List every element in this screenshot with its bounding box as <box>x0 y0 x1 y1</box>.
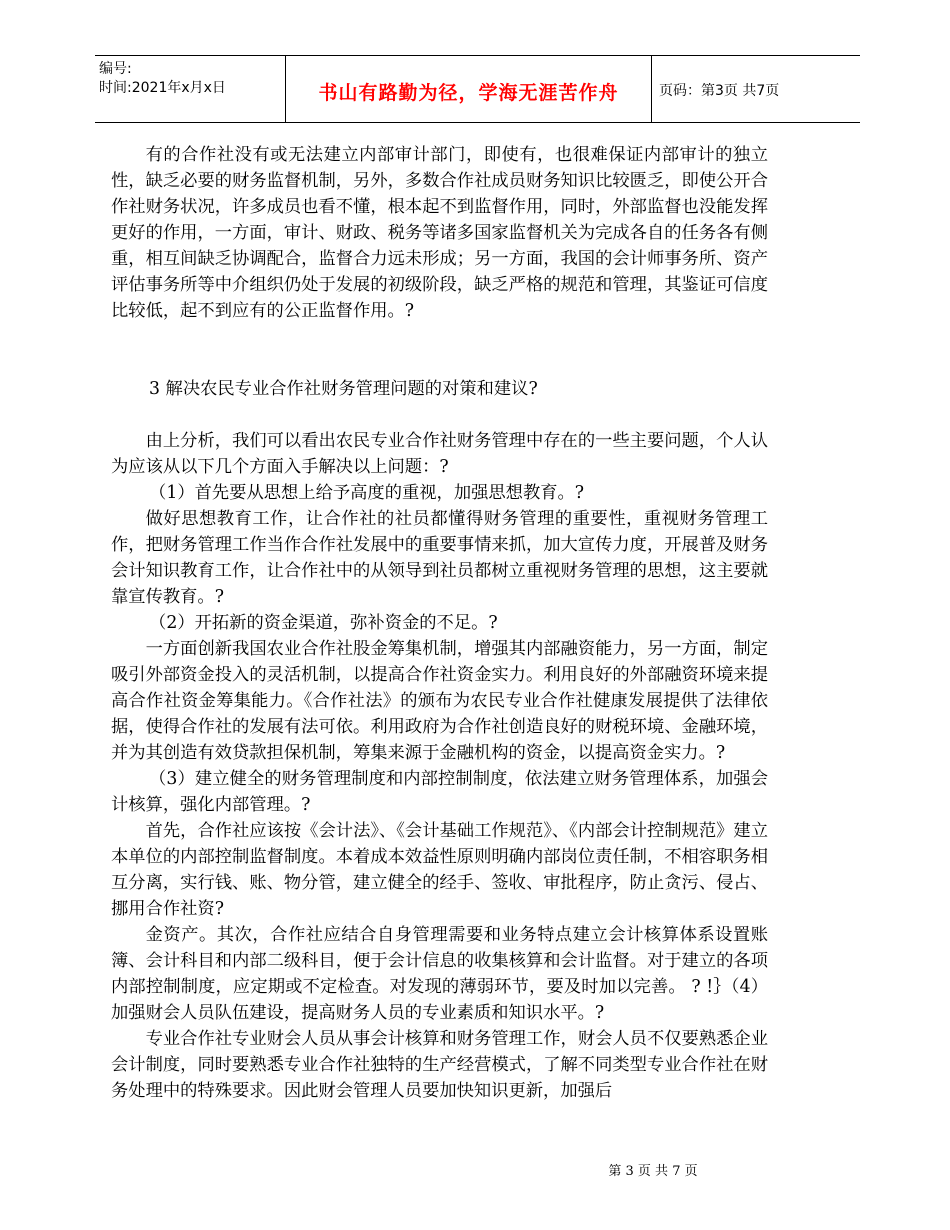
header-meta <box>99 60 226 98</box>
blank-line <box>111 402 768 428</box>
paragraph-staff-training: 专业合作社专业财会人员从事会计核算和财务管理工作，财会人员不仅要熟悉企业会计制度，同时要熟悉专业合作社独特的生产经营模式，了解不同类型专业合作社在财务处理中的特殊要求。因此财会管理人员要加快知识更新，加强后 <box>111 1029 768 1101</box>
paragraph-control-system: 首先，合作社应该按《会计法》、《会计基础工作规范》、《内部会计控制规范》建立本单位的内部控制监督制度。本着成本效益性原则明确内部岗位责任制，不相容职务相互分离，实行钱、账、物分管，建立健全的经手、签收、审批程序，防止贪污、侵占、挪用合作社资? <box>111 821 768 919</box>
footer-page-number: 第 3 页 共 7 页 <box>608 1164 698 1179</box>
header-divider-right <box>651 56 652 122</box>
header-motto: 书山有路勤为径，学海无涯苦作舟 <box>318 82 619 104</box>
document-number-label: 编号: <box>99 61 132 77</box>
paragraph-accounting-system: 金资产。其次，合作社应结合自身管理需要和业务特点建立会计核算体系设置账簿、会计科目和内部二级科目，便于会计信息的收集核算和会计监督。对于建立的各项内部控制制度，应定期或不定检查。对发现的薄弱环节，要及时加以完善。 ? !｝（4）加强财会人员队伍建设，提高财务人员的专业素质和知识水平。? <box>111 925 768 1023</box>
document-date-label: 时间:2021年x月x日 <box>99 80 226 96</box>
paragraph-audit-supervision: 有的合作社没有或无法建立内部审计部门，即使有，也很难保证内部审计的独立性，缺乏必要的财务监督机制，另外，多数合作社成员财务知识比较匮乏，即使公开合作社财务状况，许多成员也看不懂，根本起不到监督作用，同时，外部监督也没能发挥更好的作用，一方面，审计、财政、税务等诸多国家监督机关为完成各自的任务各有侧重，相互间缺乏协调配合，监督合力远未形成；另一方面，我国的会计师事务所、资产评估事务所等中介组织仍处于发展的初级阶段，缺乏严格的规范和管理，其鉴证可信度比较低，起不到应有的公正监督作用。? <box>111 145 768 321</box>
paragraph-education: 做好思想教育工作，让合作社的社员都懂得财务管理的重要性，重视财务管理工作，把财务管理工作当作合作社发展中的重要事情来抓，加大宣传力度，开展普及财务会计知识教育工作，让合作社中的从领导到社员都树立重视财务管理的思想，这主要就靠宣传教育。? <box>111 509 768 607</box>
header-page-info: 页码：第3页 共7页 <box>659 83 780 99</box>
page-header <box>95 55 860 123</box>
paragraph-intro: 由上分析，我们可以看出农民专业合作社财务管理中存在的一些主要问题，个人认为应该从以下几个方面入手解决以上问题：? <box>111 431 768 477</box>
page-footer <box>0 1160 950 1179</box>
blank-line <box>111 324 768 350</box>
section-heading: 3 解决农民专业合作社财务管理问题的对策和建议? <box>149 379 538 399</box>
subheading-2: （2）开拓新的资金渠道，弥补资金的不足。? <box>149 613 498 633</box>
paragraph-funding: 一方面创新我国农业合作社股金筹集机制，增强其内部融资能力，另一方面，制定吸引外部资金投入的灵活机制，以提高合作社资金实力。利用良好的外部融资环境来提高合作社资金筹集能力。《合作社法》的颁布为农民专业合作社健康发展提供了法律依据，使得合作社的发展有法可依。利用政府为合作社创造良好的财税环境、金融环境，并为其创造有效贷款担保机制，筹集来源于金融机构的资金，以提高资金实力。? <box>111 639 768 763</box>
header-divider-left <box>285 56 286 122</box>
subheading-3: （3）建立健全的财务管理制度和内部控制制度，依法建立财务管理体系，加强会计核算，强化内部管理。? <box>111 769 768 815</box>
document-body <box>111 142 768 1104</box>
subheading-1: （1）首先要从思想上给予高度的重视，加强思想教育。? <box>149 483 585 503</box>
